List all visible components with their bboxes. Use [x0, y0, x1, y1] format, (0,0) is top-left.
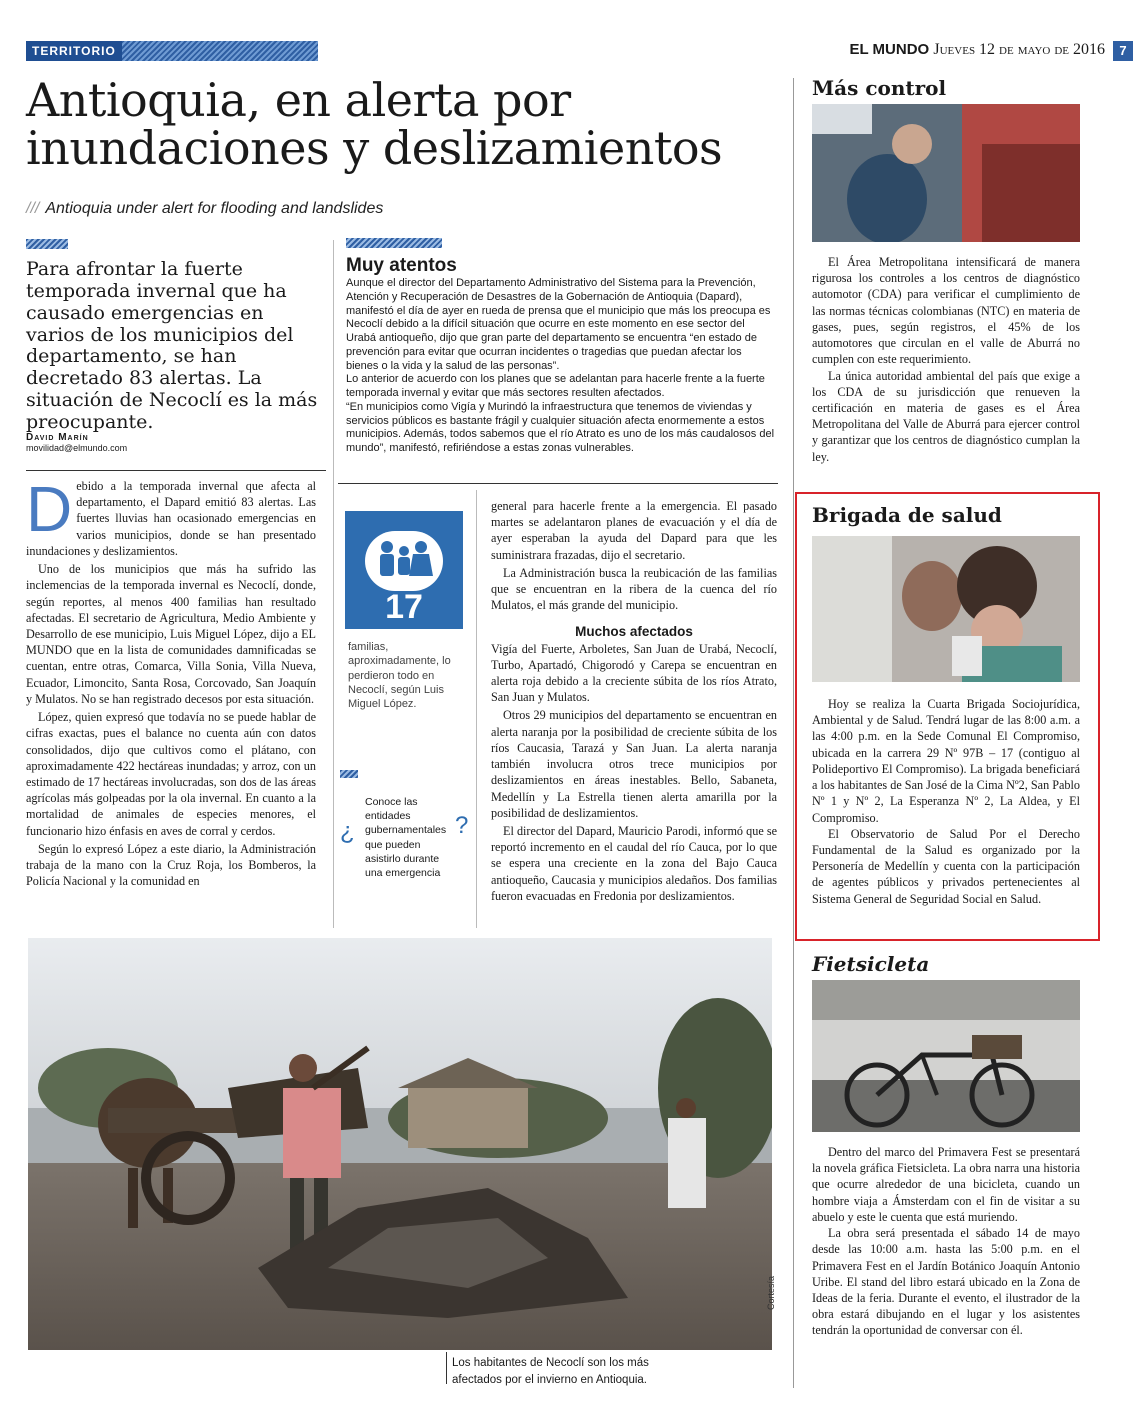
question-mark-open: ¿	[340, 818, 355, 845]
sidebox-hatch	[346, 238, 442, 248]
page-number: 7	[1113, 41, 1133, 61]
body-text: ebido a la temporada invernal que afecta al departamento, el Dapard emitió 83 alertas. Las fuertes lluvias han ocasionado emergencias en varios municipios, donde se han presentado inundaciones y deslizamientos.	[26, 479, 316, 558]
brigada-body	[812, 696, 1080, 907]
mas-control-body	[812, 254, 1080, 465]
fietsicleta-photo	[812, 980, 1080, 1132]
photo-caption: Los habitantes de Necoclí son los más afectados por el invierno en Antioquia.	[452, 1357, 649, 1386]
brigada-title: Brigada de salud	[812, 503, 1002, 527]
drop-cap: D	[26, 473, 73, 545]
bicycle-photo	[812, 980, 1080, 1132]
sidebox-title: Muy atentos	[346, 255, 457, 276]
stat-number: 17	[385, 588, 423, 626]
body-paragraph: La Administración busca la reubicación de las familias que se encuentran en la ribera de la cuenca del río Mulatos, el más grande del municipio.	[491, 565, 777, 613]
column-rule	[793, 78, 794, 1388]
body-paragraph: La única autoridad ambiental del país que exige a los CDA de su jurisdicción que renueven la certificación en materia de gases es el Área Metropolitana del Valle de Aburrá para ejercer control y garantizar que los centros de diagnóstico cumplan la ley.	[812, 368, 1080, 464]
photo-credit: Cortesía	[766, 1275, 776, 1310]
headline-line-1: Antioquia, en alerta por	[26, 73, 571, 127]
health-brigade-photo	[812, 536, 1080, 682]
english-subhead	[26, 200, 383, 218]
body-paragraph: El Área Metropolitana intensificará de manera rigurosa los controles a los centros de diagnóstico automotor (CDA) para verificar el cumplimiento de las normas técnicas colombianas (NTC) en materia de gases, pues, según registros, el 45% de los automotores que circulan en el valle de Aburrá no cumplen con este requerimiento.	[812, 255, 1080, 367]
question-hatch	[340, 770, 358, 778]
question-mark-close: ?	[455, 812, 469, 839]
section-label: TERRITORIO	[26, 41, 122, 61]
body-paragraph: Vigía del Fuerte, Arboletes, San Juan de Urabá, Necoclí, Turbo, Apartadó, Chigorodó y Carepa se encuentran en alerta roja debido a la creciente súbita de los ríos Atrato, San Juan y Mulatos.	[491, 641, 777, 705]
mas-control-title: Más control	[812, 76, 947, 100]
byline	[26, 432, 127, 453]
body-paragraph: Según lo expresó López a este diario, la Administración trabaja de la mano con la Cruz Roja, los Bomberos, la Policía Nacional y la comunidad en	[26, 841, 316, 889]
column-rule	[476, 490, 477, 928]
sidebox-paragraph: Lo anterior de acuerdo con los planes que se adelantan para hacerle frente a la fuerte temporada invernal y evitar que más sectores resulten afectados.	[346, 373, 765, 399]
photo-illustration	[28, 938, 772, 1350]
publication-name: EL MUNDO	[849, 41, 930, 58]
body-paragraph: Otros 29 municipios del departamento se encuentran en alerta naranja por la posibilidad de creciente súbita de los ríos Caucasia, Tarazá y San Juan. La alerta naranja también involucra otros trece municipios por deslizamientos en áreas inestables. Bello, Sabaneta, Medellín y La Estrella tienen alerta amarilla por la posibilidad de deslizamientos.	[491, 708, 777, 820]
issue-date: Jueves 12 de mayo de 2016	[933, 41, 1105, 58]
body-paragraph: Dentro del marco del Primavera Fest se presentará la novela gráfica Fietsicleta. La obra narra una historia que ocurre alrededor de una bicicleta, cuando un hombre viaja a Ámsterdam con el fin de visitar a su abuelo y este le cuenta que está muriendo.	[812, 1145, 1080, 1224]
sidebox-muy-atentos	[346, 255, 776, 456]
subsection-title: Muchos afectados	[575, 623, 693, 639]
question-note: Conoce las entidades gubernamentales que pueden asistirlo durante una emergencia	[365, 796, 447, 879]
divider	[26, 470, 326, 471]
fietsicleta-title: Fietsicleta	[812, 952, 930, 976]
body-column-1	[26, 473, 316, 891]
body-paragraph: general para hacerle frente a la emergencia. El pasado martes se adelantaron planes de evacuación y el día de ayer esperaban la ayuda del Dapard para que les suministrara frazadas, dijo el secretario.	[491, 499, 777, 562]
column-rule	[333, 240, 334, 928]
lead-hatch	[26, 239, 68, 249]
body-paragraph: Uno de los municipios que más ha sufrido las inclemencias de la temporada invernal es Necoclí, donde, según reportes, al menos 400 familias han resultado afectadas. El secretario de Agricultura, Medio Ambiente y Desarrollo de ese municipio, Luis Miguel López, dijo a EL MUNDO que en la lista de comunidades damnificadas se cuentan, entre otras, Comarca, Villa Sonia, Villa Nueva, Ecuador, Limoncito, Santa Rosa, Corcovado, San Joaquín y Mulatos. No se han registrado decesos por esta situación.	[26, 562, 316, 706]
sidebox-text	[346, 277, 776, 456]
body-paragraph	[26, 473, 316, 559]
mas-control-photo	[812, 104, 1080, 242]
body-column-3	[491, 498, 777, 906]
masthead	[849, 41, 1105, 59]
flood-photo	[28, 938, 772, 1350]
mechanic-photo	[812, 104, 1080, 242]
author-email: movilidad@elmundo.com	[26, 443, 128, 453]
section-tag	[26, 41, 318, 61]
author-name: David Marín	[26, 432, 89, 443]
brigada-photo	[812, 536, 1080, 682]
subhead-marks: ///	[26, 200, 40, 217]
stat-note: familias, aproximadamente, lo perdieron todo en Necoclí, según Luis Miguel López.	[348, 641, 451, 711]
caption-rule	[446, 1352, 447, 1384]
body-paragraph: El director del Dapard, Mauricio Parodi, informó que se reportó incremento en el caudal del río Cauca, por lo que se espera una creciente en la zona del Bajo Cauca antioqueño, Caucasia y municipios aledaños. Dos familias fueron evacuadas en Fredonia por deslizamientos.	[491, 823, 777, 903]
sidebox-paragraph: Aunque el director del Departamento Administrativo del Sistema para la Prevención, Atención y Recuperación de Desastres de la Gobernación de Antioquia (Dapard), manifestó el día de ayer en rueda de prensa que el municipio que más los preocupa es Necoclí debido a la difícil situación que ocurre en este momento en ese sector del Urabá antioqueño, dijo que gran parte del departamento se encuentra “en estado de prevención para evitar que ocurran incidentes o tragedias que puedan afectar los bienes o la vida y la salud de las personas”.	[346, 277, 771, 372]
body-paragraph: La obra será presentada el sábado 14 de mayo desde las 10:00 a.m. hasta las 5:00 p.m. en el Primavera Fest en el Jardín Botánico Joaquín Antonio Uribe. El stand del libro estará ubicado en la Zona de Ideas de la feria. Durante el evento, el ilustrador de la obra estará dibujando en el lugar y los asistentes tendrán la oportunidad de conversar con él.	[812, 1226, 1080, 1338]
headline	[26, 73, 796, 176]
lead-paragraph: Para afrontar la fuerte temporada invernal que ha causado emergencias en varios de los municipios del departamento, se han decretado 83 alertas. La situación de Necoclí es la más preocupante.	[26, 258, 318, 433]
divider	[338, 483, 778, 484]
subhead-text: Antioquia under alert for flooding and landslides	[45, 200, 384, 217]
sidebox-paragraph: “En municipios como Vigía y Murindó la infraestructura que tenemos de viviendas y servicios públicos es bastante frágil y cualquier situación afecta enormemente a estos municipios. Además, todos sabemos que el río Atrato es uno de los más caudalosos del mundo”, manifestó, refiriéndose a estas zonas vulnerables.	[346, 400, 775, 454]
body-paragraph: Hoy se realiza la Cuarta Brigada Sociojurídica, Ambiental y de Salud. Tendrá lugar de las 8:00 a.m. a las 4:00 p.m. en la Sede Comunal El Compromiso, ubicada en la carrera 29 Nº 97B – 17 (contiguo al Polideportivo El Compromiso). La brigada beneficiará a los habitantes de San José de la Cima Nº2, San Pablo Nº 1 y Nº 2, La Esperanza Nº 2, La Aldea, y El Compromiso.	[812, 697, 1080, 825]
fietsicleta-body	[812, 1144, 1080, 1339]
body-paragraph: El Observatorio de Salud Por el Derecho Fundamental de la Salud es organizado por la Personería de Medellín y cuenta con la participación de agentes públicos y privados pertenecientes al Sistema General de Seguridad Social en Salud.	[812, 826, 1080, 906]
body-paragraph: López, quien expresó que todavía no se puede hablar de cifras exactas, pues el balance no cuenta aún con datos consolidados, dijo que cultivos como el plátano, con aproximadamente 422 hectáreas inundadas; y arroz, con un estimado de 17 hectáreas involucradas, son dos de las áreas agrícolas más golpeadas por la ola invernal. En cuanto a la mortalidad de animales de especies menores, el funcionario hizo énfasis en aves de corral y cerdos.	[26, 710, 316, 838]
headline-line-2: inundaciones y deslizamientos	[26, 121, 723, 176]
